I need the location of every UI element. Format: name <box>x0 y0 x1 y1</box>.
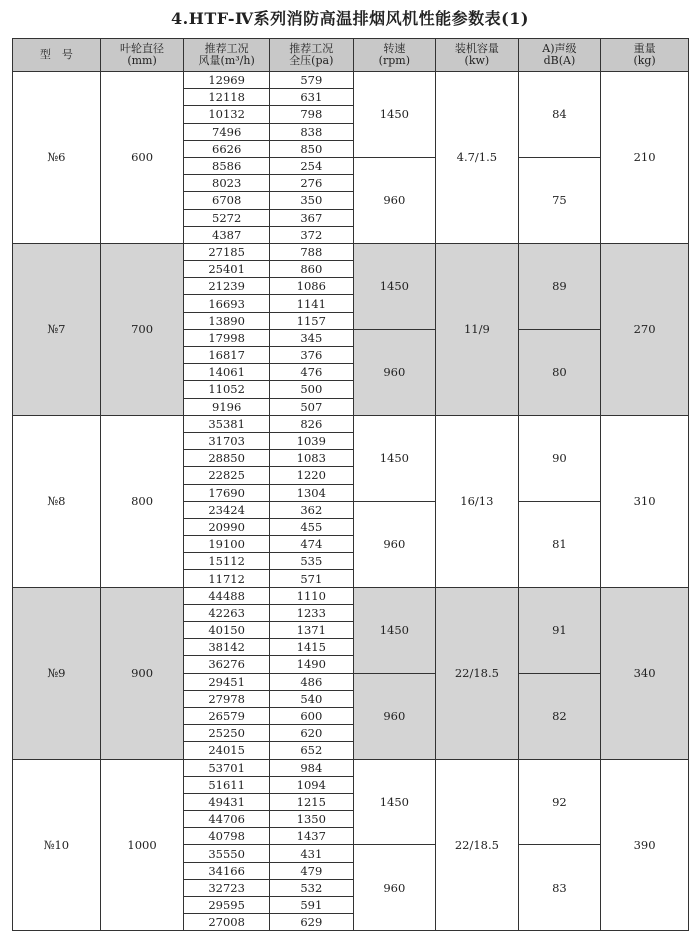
weight-cell: 210 <box>601 72 689 244</box>
airflow-cell: 32723 <box>184 879 270 896</box>
airflow-cell: 19100 <box>184 536 270 553</box>
header-model: 型 号 <box>13 39 101 72</box>
airflow-cell: 27978 <box>184 690 270 707</box>
pressure-cell: 507 <box>270 398 354 415</box>
speed-cell: 960 <box>353 157 436 243</box>
pressure-cell: 1350 <box>270 811 354 828</box>
airflow-cell: 27008 <box>184 914 270 931</box>
model-group <box>13 243 689 415</box>
speed-cell: 960 <box>353 501 436 587</box>
weight-cell: 310 <box>601 415 689 587</box>
pressure-cell: 652 <box>270 742 354 759</box>
diameter-cell: 900 <box>100 587 184 759</box>
airflow-cell: 23424 <box>184 501 270 518</box>
model-cell: №8 <box>13 415 101 587</box>
pressure-cell: 1437 <box>270 828 354 845</box>
airflow-cell: 42263 <box>184 604 270 621</box>
pressure-cell: 591 <box>270 897 354 914</box>
airflow-cell: 49431 <box>184 793 270 810</box>
pressure-cell: 1220 <box>270 467 354 484</box>
noise-cell: 75 <box>518 157 601 243</box>
airflow-cell: 9196 <box>184 398 270 415</box>
pressure-cell: 431 <box>270 845 354 862</box>
pressure-cell: 532 <box>270 879 354 896</box>
noise-cell: 89 <box>518 243 601 329</box>
performance-table <box>12 38 689 931</box>
airflow-cell: 29595 <box>184 897 270 914</box>
pressure-cell: 600 <box>270 707 354 724</box>
power-cell: 4.7/1.5 <box>436 72 519 244</box>
speed-cell: 960 <box>353 673 436 759</box>
airflow-cell: 44706 <box>184 811 270 828</box>
model-group <box>13 72 689 244</box>
header-weight: 重量 (kg) <box>601 39 689 72</box>
airflow-cell: 22825 <box>184 467 270 484</box>
power-cell: 22/18.5 <box>436 587 519 759</box>
header-diameter: 叶轮直径 (mm) <box>100 39 184 72</box>
weight-cell: 390 <box>601 759 689 931</box>
power-cell: 16/13 <box>436 415 519 587</box>
model-cell: №9 <box>13 587 101 759</box>
airflow-cell: 17690 <box>184 484 270 501</box>
pressure-cell: 350 <box>270 192 354 209</box>
diameter-cell: 600 <box>100 72 184 244</box>
airflow-cell: 5272 <box>184 209 270 226</box>
noise-cell: 92 <box>518 759 601 845</box>
speed-cell: 960 <box>353 845 436 931</box>
model-cell: №7 <box>13 243 101 415</box>
pressure-cell: 276 <box>270 175 354 192</box>
pressure-cell: 1157 <box>270 312 354 329</box>
speed-cell: 1450 <box>353 415 436 501</box>
pressure-cell: 376 <box>270 347 354 364</box>
airflow-cell: 31703 <box>184 432 270 449</box>
pressure-cell: 1094 <box>270 776 354 793</box>
pressure-cell: 620 <box>270 725 354 742</box>
airflow-cell: 16817 <box>184 347 270 364</box>
airflow-cell: 38142 <box>184 639 270 656</box>
header-row <box>13 39 689 72</box>
pressure-cell: 479 <box>270 862 354 879</box>
pressure-cell: 1083 <box>270 450 354 467</box>
header-power: 装机容量 (kw) <box>436 39 519 72</box>
airflow-cell: 44488 <box>184 587 270 604</box>
pressure-cell: 540 <box>270 690 354 707</box>
table-row <box>13 587 689 604</box>
speed-cell: 960 <box>353 329 436 415</box>
model-group <box>13 415 689 587</box>
header-speed: 转速 (rpm) <box>353 39 436 72</box>
airflow-cell: 26579 <box>184 707 270 724</box>
airflow-cell: 17998 <box>184 329 270 346</box>
pressure-cell: 1371 <box>270 622 354 639</box>
pressure-cell: 474 <box>270 536 354 553</box>
airflow-cell: 25401 <box>184 261 270 278</box>
airflow-cell: 12969 <box>184 72 270 89</box>
pressure-cell: 1415 <box>270 639 354 656</box>
airflow-cell: 6708 <box>184 192 270 209</box>
pressure-cell: 362 <box>270 501 354 518</box>
diameter-cell: 700 <box>100 243 184 415</box>
noise-cell: 83 <box>518 845 601 931</box>
noise-cell: 82 <box>518 673 601 759</box>
pressure-cell: 535 <box>270 553 354 570</box>
noise-cell: 91 <box>518 587 601 673</box>
pressure-cell: 629 <box>270 914 354 931</box>
noise-cell: 81 <box>518 501 601 587</box>
pressure-cell: 1233 <box>270 604 354 621</box>
power-cell: 22/18.5 <box>436 759 519 931</box>
header-noise: A)声级 dB(A) <box>518 39 601 72</box>
weight-cell: 270 <box>601 243 689 415</box>
pressure-cell: 476 <box>270 364 354 381</box>
speed-cell: 1450 <box>353 72 436 158</box>
pressure-cell: 1215 <box>270 793 354 810</box>
airflow-cell: 4387 <box>184 226 270 243</box>
noise-cell: 80 <box>518 329 601 415</box>
airflow-cell: 11712 <box>184 570 270 587</box>
speed-cell: 1450 <box>353 587 436 673</box>
pressure-cell: 1086 <box>270 278 354 295</box>
pressure-cell: 1490 <box>270 656 354 673</box>
airflow-cell: 8023 <box>184 175 270 192</box>
pressure-cell: 1141 <box>270 295 354 312</box>
table-row <box>13 243 689 260</box>
airflow-cell: 7496 <box>184 123 270 140</box>
airflow-cell: 35550 <box>184 845 270 862</box>
airflow-cell: 10132 <box>184 106 270 123</box>
airflow-cell: 12118 <box>184 89 270 106</box>
pressure-cell: 850 <box>270 140 354 157</box>
airflow-cell: 11052 <box>184 381 270 398</box>
table-row <box>13 415 689 432</box>
airflow-cell: 16693 <box>184 295 270 312</box>
airflow-cell: 40798 <box>184 828 270 845</box>
model-cell: №10 <box>13 759 101 931</box>
pressure-cell: 367 <box>270 209 354 226</box>
pressure-cell: 838 <box>270 123 354 140</box>
model-cell: №6 <box>13 72 101 244</box>
noise-cell: 90 <box>518 415 601 501</box>
table-row <box>13 759 689 776</box>
airflow-cell: 36276 <box>184 656 270 673</box>
airflow-cell: 6626 <box>184 140 270 157</box>
pressure-cell: 1110 <box>270 587 354 604</box>
pressure-cell: 788 <box>270 243 354 260</box>
pressure-cell: 1304 <box>270 484 354 501</box>
airflow-cell: 15112 <box>184 553 270 570</box>
airflow-cell: 40150 <box>184 622 270 639</box>
airflow-cell: 29451 <box>184 673 270 690</box>
header-airflow: 推荐工况 风量(m³/h) <box>184 39 270 72</box>
page-title: 4.HTF-Ⅳ系列消防高温排烟风机性能参数表(1) <box>171 9 529 28</box>
table-row <box>13 72 689 89</box>
airflow-cell: 21239 <box>184 278 270 295</box>
diameter-cell: 800 <box>100 415 184 587</box>
pressure-cell: 984 <box>270 759 354 776</box>
pressure-cell: 500 <box>270 381 354 398</box>
airflow-cell: 28850 <box>184 450 270 467</box>
pressure-cell: 571 <box>270 570 354 587</box>
weight-cell: 340 <box>601 587 689 759</box>
power-cell: 11/9 <box>436 243 519 415</box>
pressure-cell: 254 <box>270 157 354 174</box>
airflow-cell: 20990 <box>184 518 270 535</box>
pressure-cell: 579 <box>270 72 354 89</box>
airflow-cell: 53701 <box>184 759 270 776</box>
speed-cell: 1450 <box>353 243 436 329</box>
pressure-cell: 826 <box>270 415 354 432</box>
pressure-cell: 860 <box>270 261 354 278</box>
airflow-cell: 8586 <box>184 157 270 174</box>
airflow-cell: 51611 <box>184 776 270 793</box>
diameter-cell: 1000 <box>100 759 184 931</box>
pressure-cell: 345 <box>270 329 354 346</box>
airflow-cell: 25250 <box>184 725 270 742</box>
airflow-cell: 27185 <box>184 243 270 260</box>
pressure-cell: 372 <box>270 226 354 243</box>
header-pressure: 推荐工况 全压(pa) <box>270 39 354 72</box>
airflow-cell: 13890 <box>184 312 270 329</box>
airflow-cell: 34166 <box>184 862 270 879</box>
model-group <box>13 759 689 931</box>
pressure-cell: 1039 <box>270 432 354 449</box>
speed-cell: 1450 <box>353 759 436 845</box>
noise-cell: 84 <box>518 72 601 158</box>
pressure-cell: 486 <box>270 673 354 690</box>
airflow-cell: 35381 <box>184 415 270 432</box>
pressure-cell: 798 <box>270 106 354 123</box>
model-group <box>13 587 689 759</box>
pressure-cell: 455 <box>270 518 354 535</box>
pressure-cell: 631 <box>270 89 354 106</box>
airflow-cell: 14061 <box>184 364 270 381</box>
airflow-cell: 24015 <box>184 742 270 759</box>
